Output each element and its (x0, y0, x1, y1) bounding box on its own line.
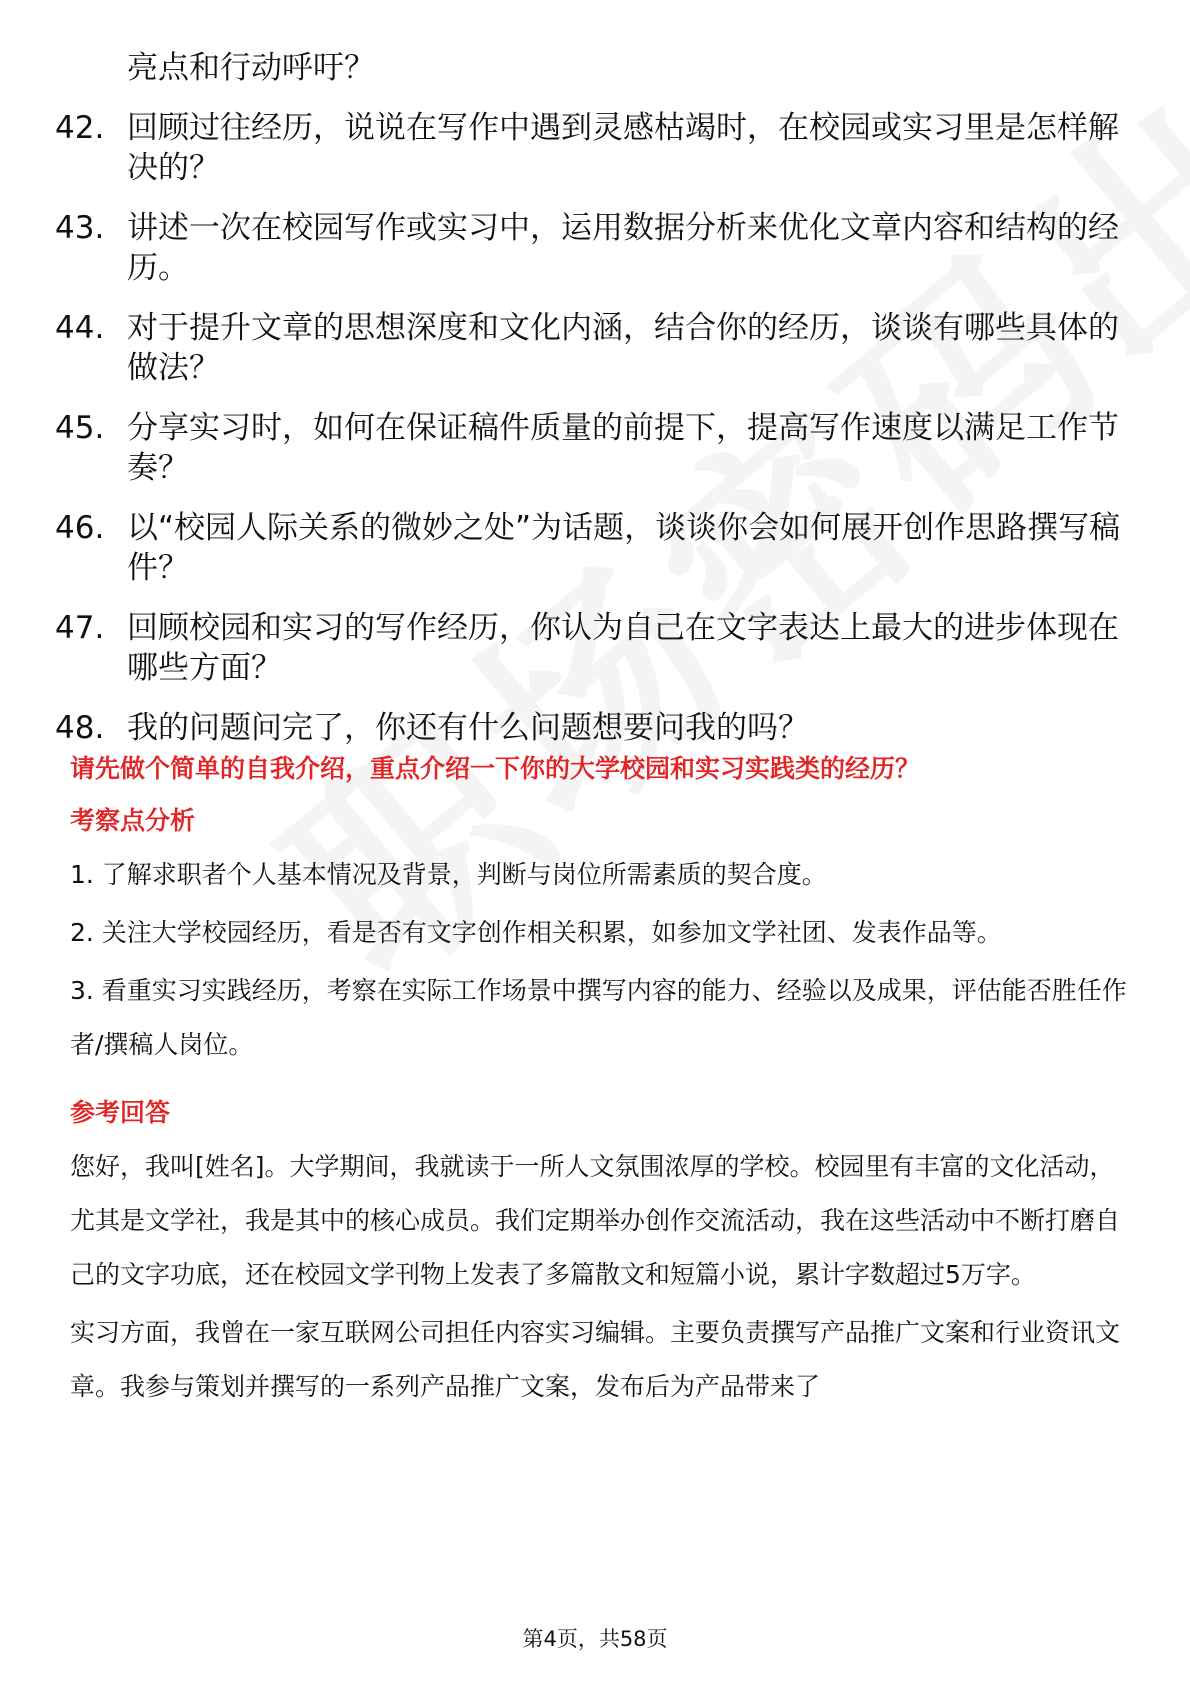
question-item (55, 408, 1135, 488)
question-text: 对于提升文章的思想深度和文化内涵，结合你的经历，谈谈有哪些具体的做法？ (127, 310, 1119, 386)
question-number: 44. (55, 310, 105, 346)
analysis-point: 3. 看重实习实践经历，考察在实际工作场景中撰写内容的能力、经验以及成果，评估能否胜任作者/撰稿人岗位。 (70, 976, 1127, 1059)
question-number: 43. (55, 210, 105, 246)
analysis-point: 1. 了解求职者个人基本情况及背景，判断与岗位所需素质的契合度。 (70, 860, 827, 889)
question-number: 42. (55, 110, 105, 146)
question-number: 45. (55, 410, 105, 446)
question-item (55, 508, 1135, 588)
answer-question-heading: 请先做个简单的自我介绍，重点介绍一下你的大学校园和实习实践类的经历？ (70, 754, 921, 783)
question-item (55, 108, 1135, 188)
reference-paragraph: 实习方面，我曾在一家互联网公司担任内容实习编辑。主要负责撰写产品推广文案和行业资讯文章。我参与策划并撰写的一系列产品推广文案，发布后为产品带来了 (70, 1318, 1121, 1401)
question-text: 我的问题问完了，你还有什么问题想要问我的吗？ (127, 710, 809, 746)
question-item (55, 208, 1135, 288)
question-item (55, 608, 1135, 688)
reference-paragraph: 您好，我叫[姓名]。大学期间，我就读于一所人文氛围浓厚的学校。校园里有丰富的文化活动，尤其是文学社，我是其中的核心成员。我们定期举办创作交流活动，我在这些活动中不断打磨自己的文字功底，还在校园文学刊物上发表了多篇散文和短篇小说，累计字数超过5万字。 (70, 1152, 1121, 1289)
question-list (55, 48, 1135, 748)
question-text: 分享实习时，如何在保证稿件质量的前提下，提高写作速度以满足工作节奏？ (127, 410, 1119, 486)
question-number: 48. (55, 710, 105, 746)
question-text: 回顾校园和实习的写作经历，你认为自己在文字表达上最大的进步体现在哪些方面？ (127, 610, 1119, 686)
page-footer: 第4页，共58页 (522, 1627, 668, 1651)
analysis-heading: 考察点分析 (70, 806, 196, 835)
reference-heading: 参考回答 (70, 1098, 171, 1127)
answer-section (70, 750, 1130, 1414)
question-text: 回顾过往经历，说说在写作中遇到灵感枯竭时，在校园或实习里是怎样解决的？ (127, 110, 1119, 186)
question-number: 47. (55, 610, 105, 646)
question-text: 以“校园人际关系的微妙之处”为话题，谈谈你会如何展开创作思路撰写稿件？ (127, 510, 1121, 586)
question-item (55, 308, 1135, 388)
question-text: 讲述一次在校园写作或实习中，运用数据分析来优化文章内容和结构的经历。 (127, 210, 1119, 286)
question-continuation: 亮点和行动呼吁？ (127, 50, 375, 86)
analysis-point: 2. 关注大学校园经历，看是否有文字创作相关积累，如参加文学社团、发表作品等。 (70, 918, 1002, 947)
question-item (55, 708, 1135, 748)
question-number: 46. (55, 510, 105, 546)
